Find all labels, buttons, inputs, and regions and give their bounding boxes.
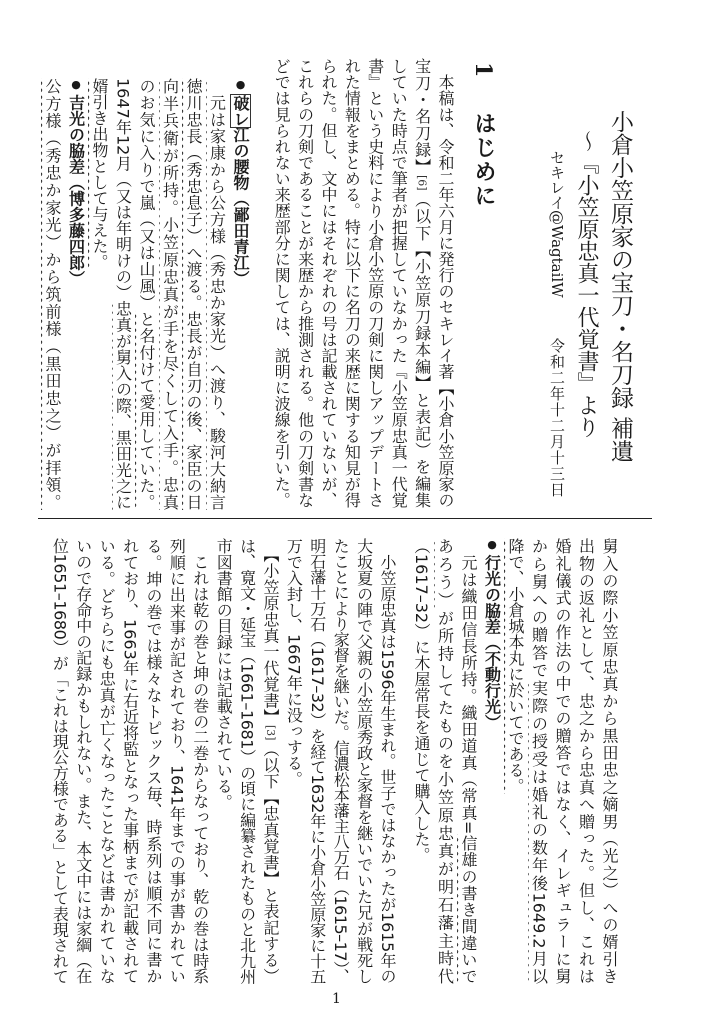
text-column bbox=[259, 538, 281, 984]
text-column bbox=[95, 538, 117, 984]
wavy-underlined-text: 公方様（秀忠か家光）から筑前様（黒田忠之）が拝領。 bbox=[43, 78, 62, 510]
text-column bbox=[528, 538, 550, 984]
text-segment: 出物の返礼として、忠之から忠真へ贈った。但し、これは bbox=[576, 538, 596, 984]
item-heading bbox=[481, 538, 503, 984]
wavy-underlined-text: と名付けて愛用していた。 bbox=[137, 310, 156, 510]
citation-ref: [3] bbox=[264, 724, 277, 741]
text-column bbox=[236, 538, 258, 984]
text-column bbox=[189, 538, 211, 984]
text-column bbox=[119, 538, 141, 984]
text-segment: 元は織田信長所持。織田道真（常真= bbox=[459, 538, 478, 835]
text-segment: これらの刀剣であることが来歴から推測される。他の刀剣書な bbox=[295, 58, 315, 508]
bullet-icon: ● bbox=[485, 538, 499, 555]
wavy-underlined-text: 実際の授受は婚礼の数年後1649.2月以 bbox=[529, 679, 549, 984]
bold-heading-text: 江の腰物（鄙田青江） bbox=[231, 126, 250, 287]
text-segment: る。坤の巻では様々なトピックス毎、時系列は順不同に書か bbox=[144, 538, 163, 984]
text-segment: が所持してたものを小笠原忠真が明石藩主時代 bbox=[435, 609, 455, 984]
text-segment: は、寛文・延宝（1661–1681）の頃に編纂されたものと北九州 bbox=[237, 538, 257, 984]
text-segment: 1647年12月（又は年明けの） bbox=[113, 78, 133, 301]
text-column bbox=[294, 58, 316, 508]
bold-heading-text: 吉光の脇差（博多藤四郎） bbox=[66, 94, 86, 287]
text-column bbox=[551, 538, 573, 984]
document-subtitle: ～『小笠原忠真一代覚書』より bbox=[574, 130, 599, 438]
item-heading bbox=[229, 78, 251, 510]
wavy-underlined-text: 婿引き出物として与えた。 bbox=[90, 78, 109, 270]
publication-date: 令和二年十二月十三日 bbox=[548, 338, 566, 498]
text-column bbox=[434, 538, 456, 984]
wavy-underlined-text: 徳川忠長（秀忠息子）へ渡る。忠長が自刃の後、家臣の日 bbox=[184, 78, 203, 510]
text-segment: 万で入封し、1667年に没っする。 bbox=[284, 538, 304, 787]
text-segment: たことにより家督を継いだ。信濃松本藩主八万石（1615–17）、 bbox=[331, 538, 351, 984]
section-number: 1 bbox=[470, 62, 496, 78]
text-segment: のお気に入りで嵐（又は山風） bbox=[137, 78, 156, 311]
section-title: はじめに bbox=[471, 112, 496, 208]
text-column bbox=[410, 538, 432, 984]
text-column bbox=[41, 78, 63, 510]
boxed-heading-text: 破レ bbox=[231, 94, 250, 127]
text-column bbox=[72, 538, 94, 984]
text-segment: 位1651–1680）が「これは現公方様である」として表現されて bbox=[50, 538, 70, 984]
text-segment: していた時点で筆者が把握していなかった『小笠原忠真一代覚 bbox=[389, 58, 409, 508]
text-segment: 大坂夏の陣で父親の小笠原秀政と家督を継いでいた兄が戦死し bbox=[354, 538, 374, 984]
text-column bbox=[88, 78, 110, 510]
text-column bbox=[598, 538, 620, 984]
text-segment: （以下【忠真覚書】と表記する） bbox=[261, 740, 280, 984]
text-column bbox=[364, 58, 386, 508]
text-column bbox=[457, 538, 479, 984]
text-column bbox=[504, 538, 526, 984]
document-title: 小倉小笠原家の宝刀・名刀録 補遺 bbox=[607, 110, 633, 463]
wavy-underlined-text: 向半兵衛が所持。小笠原忠真が手を尽くして入手。忠真 bbox=[160, 78, 180, 510]
text-segment: られた。但し、文中にはそれぞれの号は記載されていないが、 bbox=[319, 58, 338, 508]
wavy-underlined-text: 元は家康から公方様（秀忠か家光）へ渡り、駿河大納言 bbox=[207, 78, 227, 510]
text-column bbox=[142, 538, 164, 984]
text-column bbox=[434, 58, 456, 508]
text-column bbox=[353, 538, 375, 984]
text-column bbox=[317, 58, 339, 508]
bold-heading-text: 行光の脇差（不動行光） bbox=[482, 554, 502, 731]
text-column bbox=[165, 538, 187, 984]
text-segment: 小笠原忠真は1596年生まれ。世子ではなかったが1615年の bbox=[378, 538, 397, 984]
text-segment: れた情報をまとめる。特に以下に名刀の来歴に関する知見が得 bbox=[342, 58, 362, 508]
author: セキレイ@WagtailW bbox=[548, 150, 566, 298]
bullet-icon: ● bbox=[234, 78, 247, 95]
text-column bbox=[112, 78, 134, 510]
wavy-underlined-text: あろう） bbox=[435, 538, 455, 610]
text-column bbox=[575, 538, 597, 984]
text-column bbox=[159, 78, 181, 510]
text-segment: （以下【小笠原刀録本編】と表記）を編集 bbox=[412, 190, 432, 508]
text-column bbox=[282, 538, 304, 984]
text-segment: 市図書館の目録には記載されている。 bbox=[214, 538, 234, 810]
text-segment: 【小笠原忠真一代覚書】 bbox=[261, 538, 280, 725]
text-column bbox=[206, 78, 228, 510]
text-segment: いる。どちらにも忠真が亡くなったことなどは書かれていな bbox=[97, 538, 117, 984]
text-segment: 舅入の際小笠原忠真から黒田忠之嫡男（光之）への婿引き bbox=[600, 538, 619, 984]
text-column bbox=[329, 538, 351, 984]
text-column bbox=[270, 58, 292, 508]
text-column bbox=[135, 78, 157, 510]
page-number: 1 bbox=[332, 991, 341, 1007]
wavy-underlined-text: 降で、小倉城本丸に於いてである。 bbox=[506, 538, 525, 794]
text-column bbox=[387, 58, 409, 508]
text-segment: 本稿は、令和二年六月に発行のセキレイ著【小倉小笠原家の bbox=[436, 58, 455, 508]
text-column bbox=[306, 538, 328, 984]
wavy-underlined-text: 忠真が舅入の際、黒田光之に bbox=[113, 300, 133, 510]
text-segment: （1617–32）に木屋常長を通じて購入した。 bbox=[412, 538, 431, 864]
text-segment: これは乾の巻と坤の巻の二巻からなっており、乾の巻は時系 bbox=[190, 538, 210, 984]
text-segment: 宝刀・名刀録】 bbox=[412, 58, 432, 175]
wavy-underlined-text: 信雄の書き間違いで bbox=[459, 834, 478, 984]
text-segment: どでは見られない来歴部分に関しては、説明に波線を引いた。 bbox=[272, 58, 292, 508]
text-segment: 明石藩十万石（1617–32）を経て1632年に小倉小笠原家に十五 bbox=[307, 538, 327, 984]
bullet-icon: ● bbox=[69, 78, 83, 95]
text-segment: いので存命中の記録かもしれない。また、本文中には家綱（在 bbox=[73, 538, 93, 984]
horizontal-divider bbox=[38, 518, 652, 519]
text-segment: れており、1663年に右近将監となった事柄までが記載されて bbox=[120, 538, 140, 984]
text-column bbox=[182, 78, 204, 510]
citation-ref: [6] bbox=[415, 174, 429, 191]
text-segment: 書』という史料により小倉小笠原の刀剣に関しアップデートさ bbox=[365, 58, 385, 508]
text-column bbox=[212, 538, 234, 984]
text-segment: 列順に出来事が記されており、1641年までの事が書かれてい bbox=[167, 538, 187, 984]
text-column bbox=[376, 538, 398, 984]
text-column bbox=[48, 538, 70, 984]
text-segment: 婚礼儀式の作法の中での贈答ではなく、イレギュラーに舅 bbox=[553, 538, 572, 984]
text-column bbox=[411, 58, 433, 508]
text-segment: から舅への贈答で bbox=[529, 538, 549, 680]
text-column bbox=[340, 58, 362, 508]
item-heading bbox=[65, 78, 87, 510]
